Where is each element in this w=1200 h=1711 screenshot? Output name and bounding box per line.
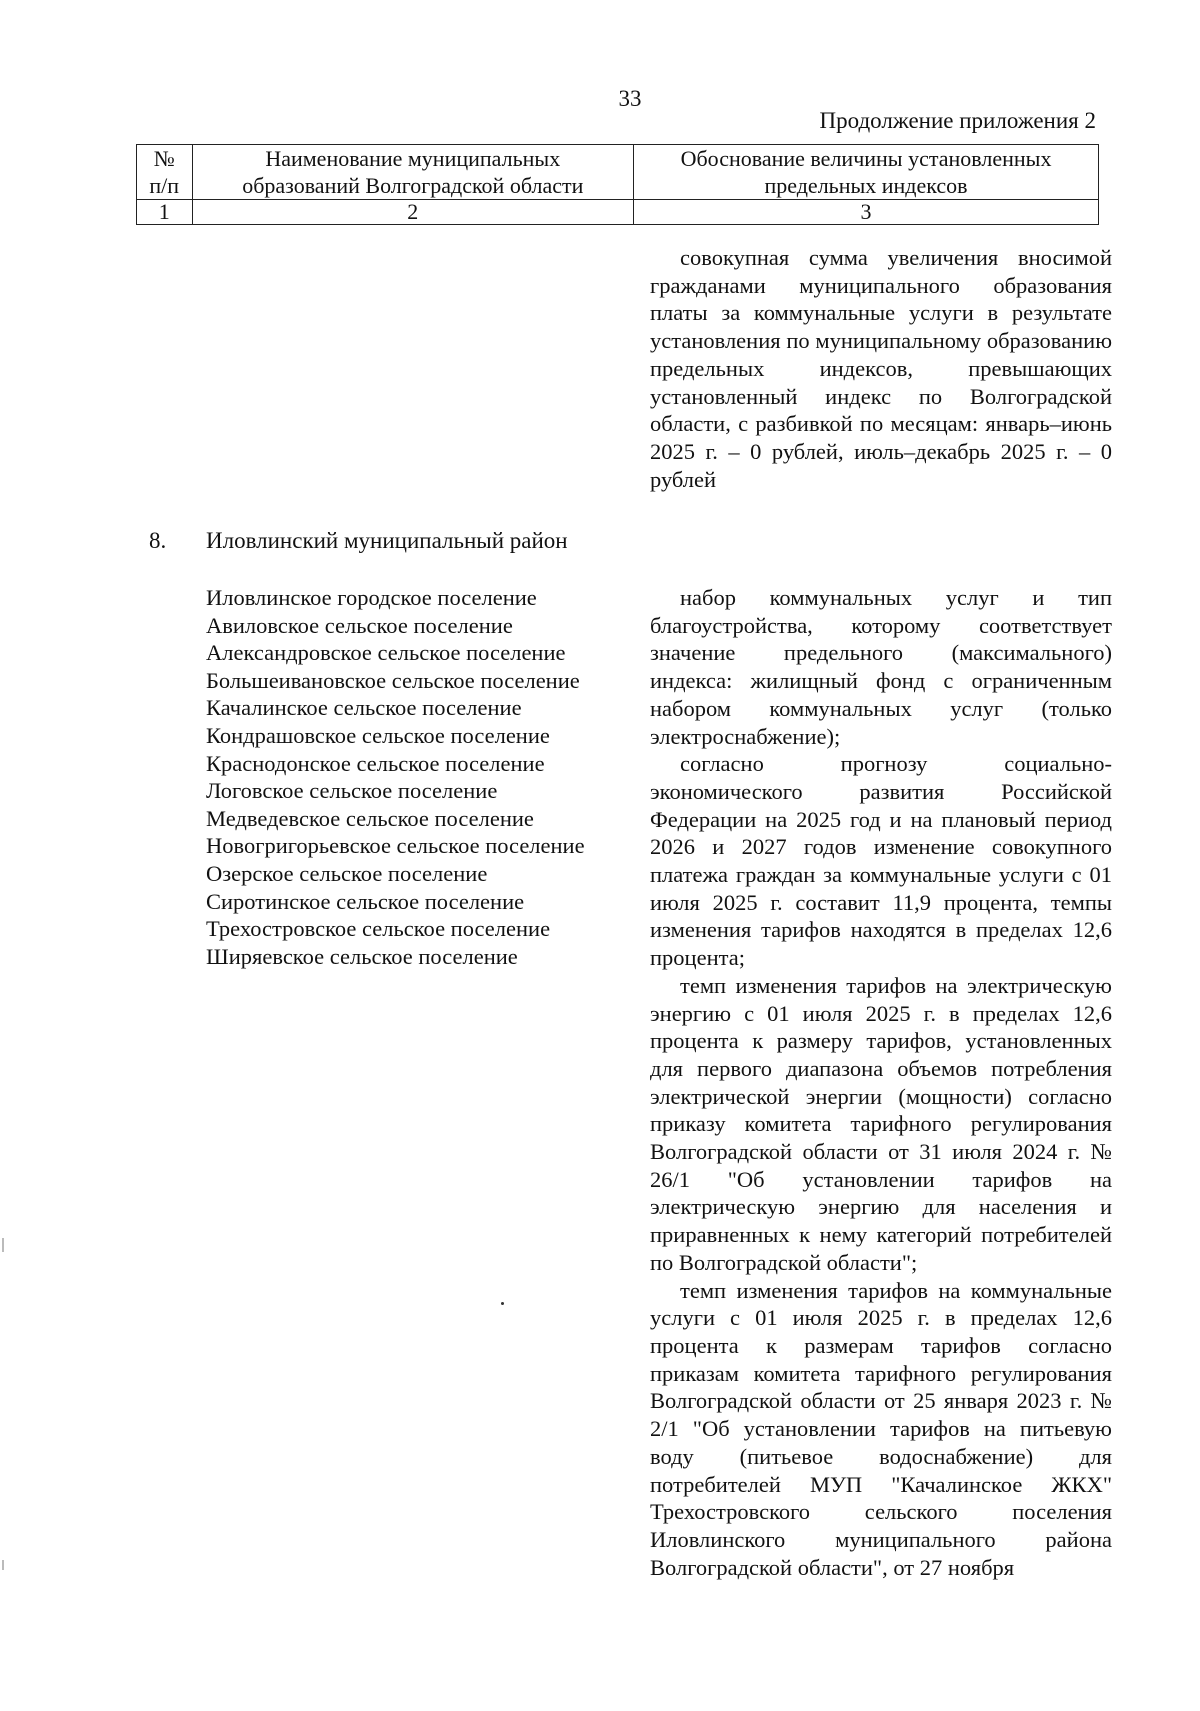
header-col-number: [137, 145, 193, 200]
column-number-3: 3: [634, 200, 1099, 225]
settlement-item: Логовское сельское поселение: [206, 778, 498, 804]
settlement-item: Медведевское сельское поселение: [206, 805, 534, 831]
settlement-item: Сиротинское сельское поселение: [206, 888, 525, 914]
settlement-item: Качалинское сельское поселение: [206, 695, 522, 721]
settlement-item: Большеивановское сельское поселение: [206, 667, 580, 693]
justification-block: [650, 584, 1112, 1581]
column-number-row: [137, 200, 1099, 225]
scan-edge-mark: [2, 1238, 4, 1252]
header-row: [137, 145, 1099, 200]
settlement-item: Трехостровское сельское поселение: [206, 916, 551, 942]
header-col-name: [192, 145, 634, 200]
header-col-justification: [634, 145, 1099, 200]
district-name: Иловлинский муниципальный район: [206, 528, 568, 553]
justification-paragraph: темп изменения тарифов на электрическую энергию с 01 июля 2025 г. в пределах 12,6 процента к размеру тарифов, установленных для первого диапазона объемов потребления электрической энергии (мощности) согласно приказу комитета тарифного регулирования Волгоградской области от 31 июля 2024 г. № 26/1 "Об установлении тарифов на электрическую энергию для населения и приравненных к нему категорий потребителей по Волгоградской области";: [650, 972, 1112, 1275]
header-col-name-line2: образований Волгоградской области: [242, 173, 584, 198]
settlement-item: Краснодонское сельское поселение: [206, 750, 545, 776]
justification-paragraph: темп изменения тарифов на коммунальные услуги с 01 июля 2025 г. в пределах 12,6 процента к размерам тарифов согласно приказам комитета тарифного регулирования Волгоградской области от 25 января 2023 г. № 2/1 "Об установлении тарифов на питьевую воду (питьевое водоснабжение) для потребителей МУП "Качалинское ЖКХ" Трехостровского сельского поселения Иловлинского муниципального района Волгоградской области", от 27 ноября: [650, 1277, 1112, 1580]
settlement-item: Озерское сельское поселение: [206, 860, 488, 886]
continuation-label: Продолжение приложения 2: [819, 108, 1096, 133]
justification-paragraph: согласно прогнозу социально-экономического развития Российской Федерации на 2025 год и на плановый период 2026 и 2027 годов изменение совокупного платежа граждан за коммунальные услуги с 01 июля 2025 г. составит 11,9 процента, темпы изменения тарифов находятся в пределах 12,6 процента;: [650, 751, 1112, 971]
header-col-justification-line2: предельных индексов: [764, 173, 968, 198]
settlement-item: Кондрашовское сельское поселение: [206, 722, 550, 748]
justification-paragraph: набор коммунальных услуг и тип благоустройства, которому соответствует значение предельного (максимального) индекса: жилищный фонд с ограниченным набором коммунальных услуг (только электроснабжение);: [650, 585, 1112, 749]
settlement-item: Новогригорьевское сельское поселение: [206, 833, 585, 859]
top-paragraph: совокупная сумма увеличения вносимой гражданами муниципального образования платы за коммунальные услуги в результате установления по муниципальному образованию предельных индексов, превышающих установленный индекс по Волгоградской области, с разбивкой по месяцам: январь–июнь 2025 г. – 0 рублей, июль–декабрь 2025 г. – 0 рублей: [650, 245, 1112, 492]
page-number: 33: [618, 86, 642, 111]
header-col-name-line1: Наименование муниципальных: [265, 146, 561, 171]
header-col-justification-line1: Обоснование величины установленных: [680, 146, 1052, 171]
top-paragraph-block: [650, 244, 1112, 493]
column-number-2: 2: [192, 200, 634, 225]
column-number-1: 1: [137, 200, 193, 225]
settlement-list: [206, 584, 585, 970]
scan-edge-mark: [2, 1560, 4, 1570]
settlement-item: Александровское сельское поселение: [206, 640, 566, 666]
header-col-number-line2: п/п: [149, 173, 180, 198]
header-table: [136, 144, 1099, 225]
header-col-number-line1: №: [153, 146, 175, 171]
scan-dot: [501, 1302, 504, 1305]
settlement-item: Иловлинское городское поселение: [206, 585, 537, 610]
settlement-item: Авиловское сельское поселение: [206, 612, 513, 638]
settlement-item: Ширяевское сельское поселение: [206, 943, 518, 969]
item-number: 8.: [149, 528, 167, 553]
